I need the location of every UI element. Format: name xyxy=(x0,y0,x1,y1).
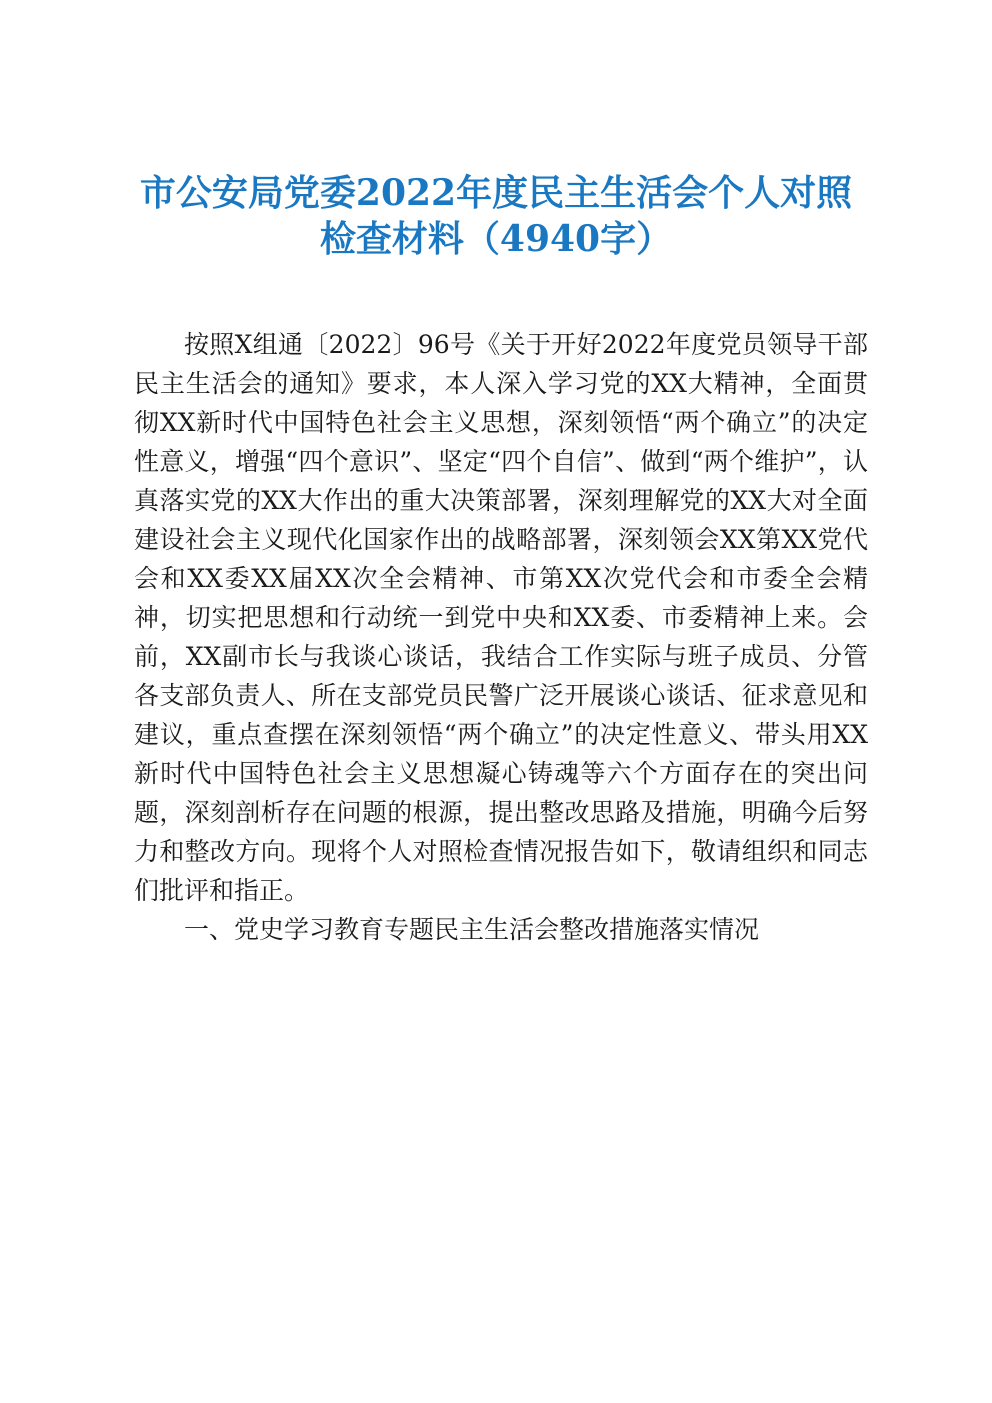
document-title xyxy=(100,170,892,262)
title-line-2: 检查材料（4940字） xyxy=(319,218,673,260)
title-line-1: 市公安局党委2022年度民主生活会个人对照 xyxy=(139,172,853,214)
section-heading-1: 一、党史学习教育专题民主生活会整改措施落实情况 xyxy=(184,915,760,944)
document-body xyxy=(134,325,868,949)
intro-paragraph: 按照X组通〔2022〕96号《关于开好2022年度党员领导干部民主生活会的通知》要求，本人深入学习党的XX大精神，全面贯彻XX新时代中国特色社会主义思想，深刻领悟“两个确立”的决定性意义，增强“四个意识”、坚定“四个自信”、做到“两个维护”，认真落实党的XX大作出的重大决策部署，深刻理解党的XX大对全面建设社会主义现代化国家作出的战略部署，深刻领会XX第XX党代会和XX委XX届XX次全会精神、市第XX次党代会和市委全会精神，切实把思想和行动统一到党中央和XX委、市委精神上来。会前，XX副市长与我谈心谈话，我结合工作实际与班子成员、分管各支部负责人、所在支部党员民警广泛开展谈心谈话、征求意见和建议，重点查摆在深刻领悟“两个确立”的决定性意义、带头用XX新时代中国特色社会主义思想凝心铸魂等六个方面存在的突出问题，深刻剖析存在问题的根源，提出整改思路及措施，明确今后努力和整改方向。现将个人对照检查情况报告如下，敬请组织和同志们批评和指正。 xyxy=(134,330,868,905)
